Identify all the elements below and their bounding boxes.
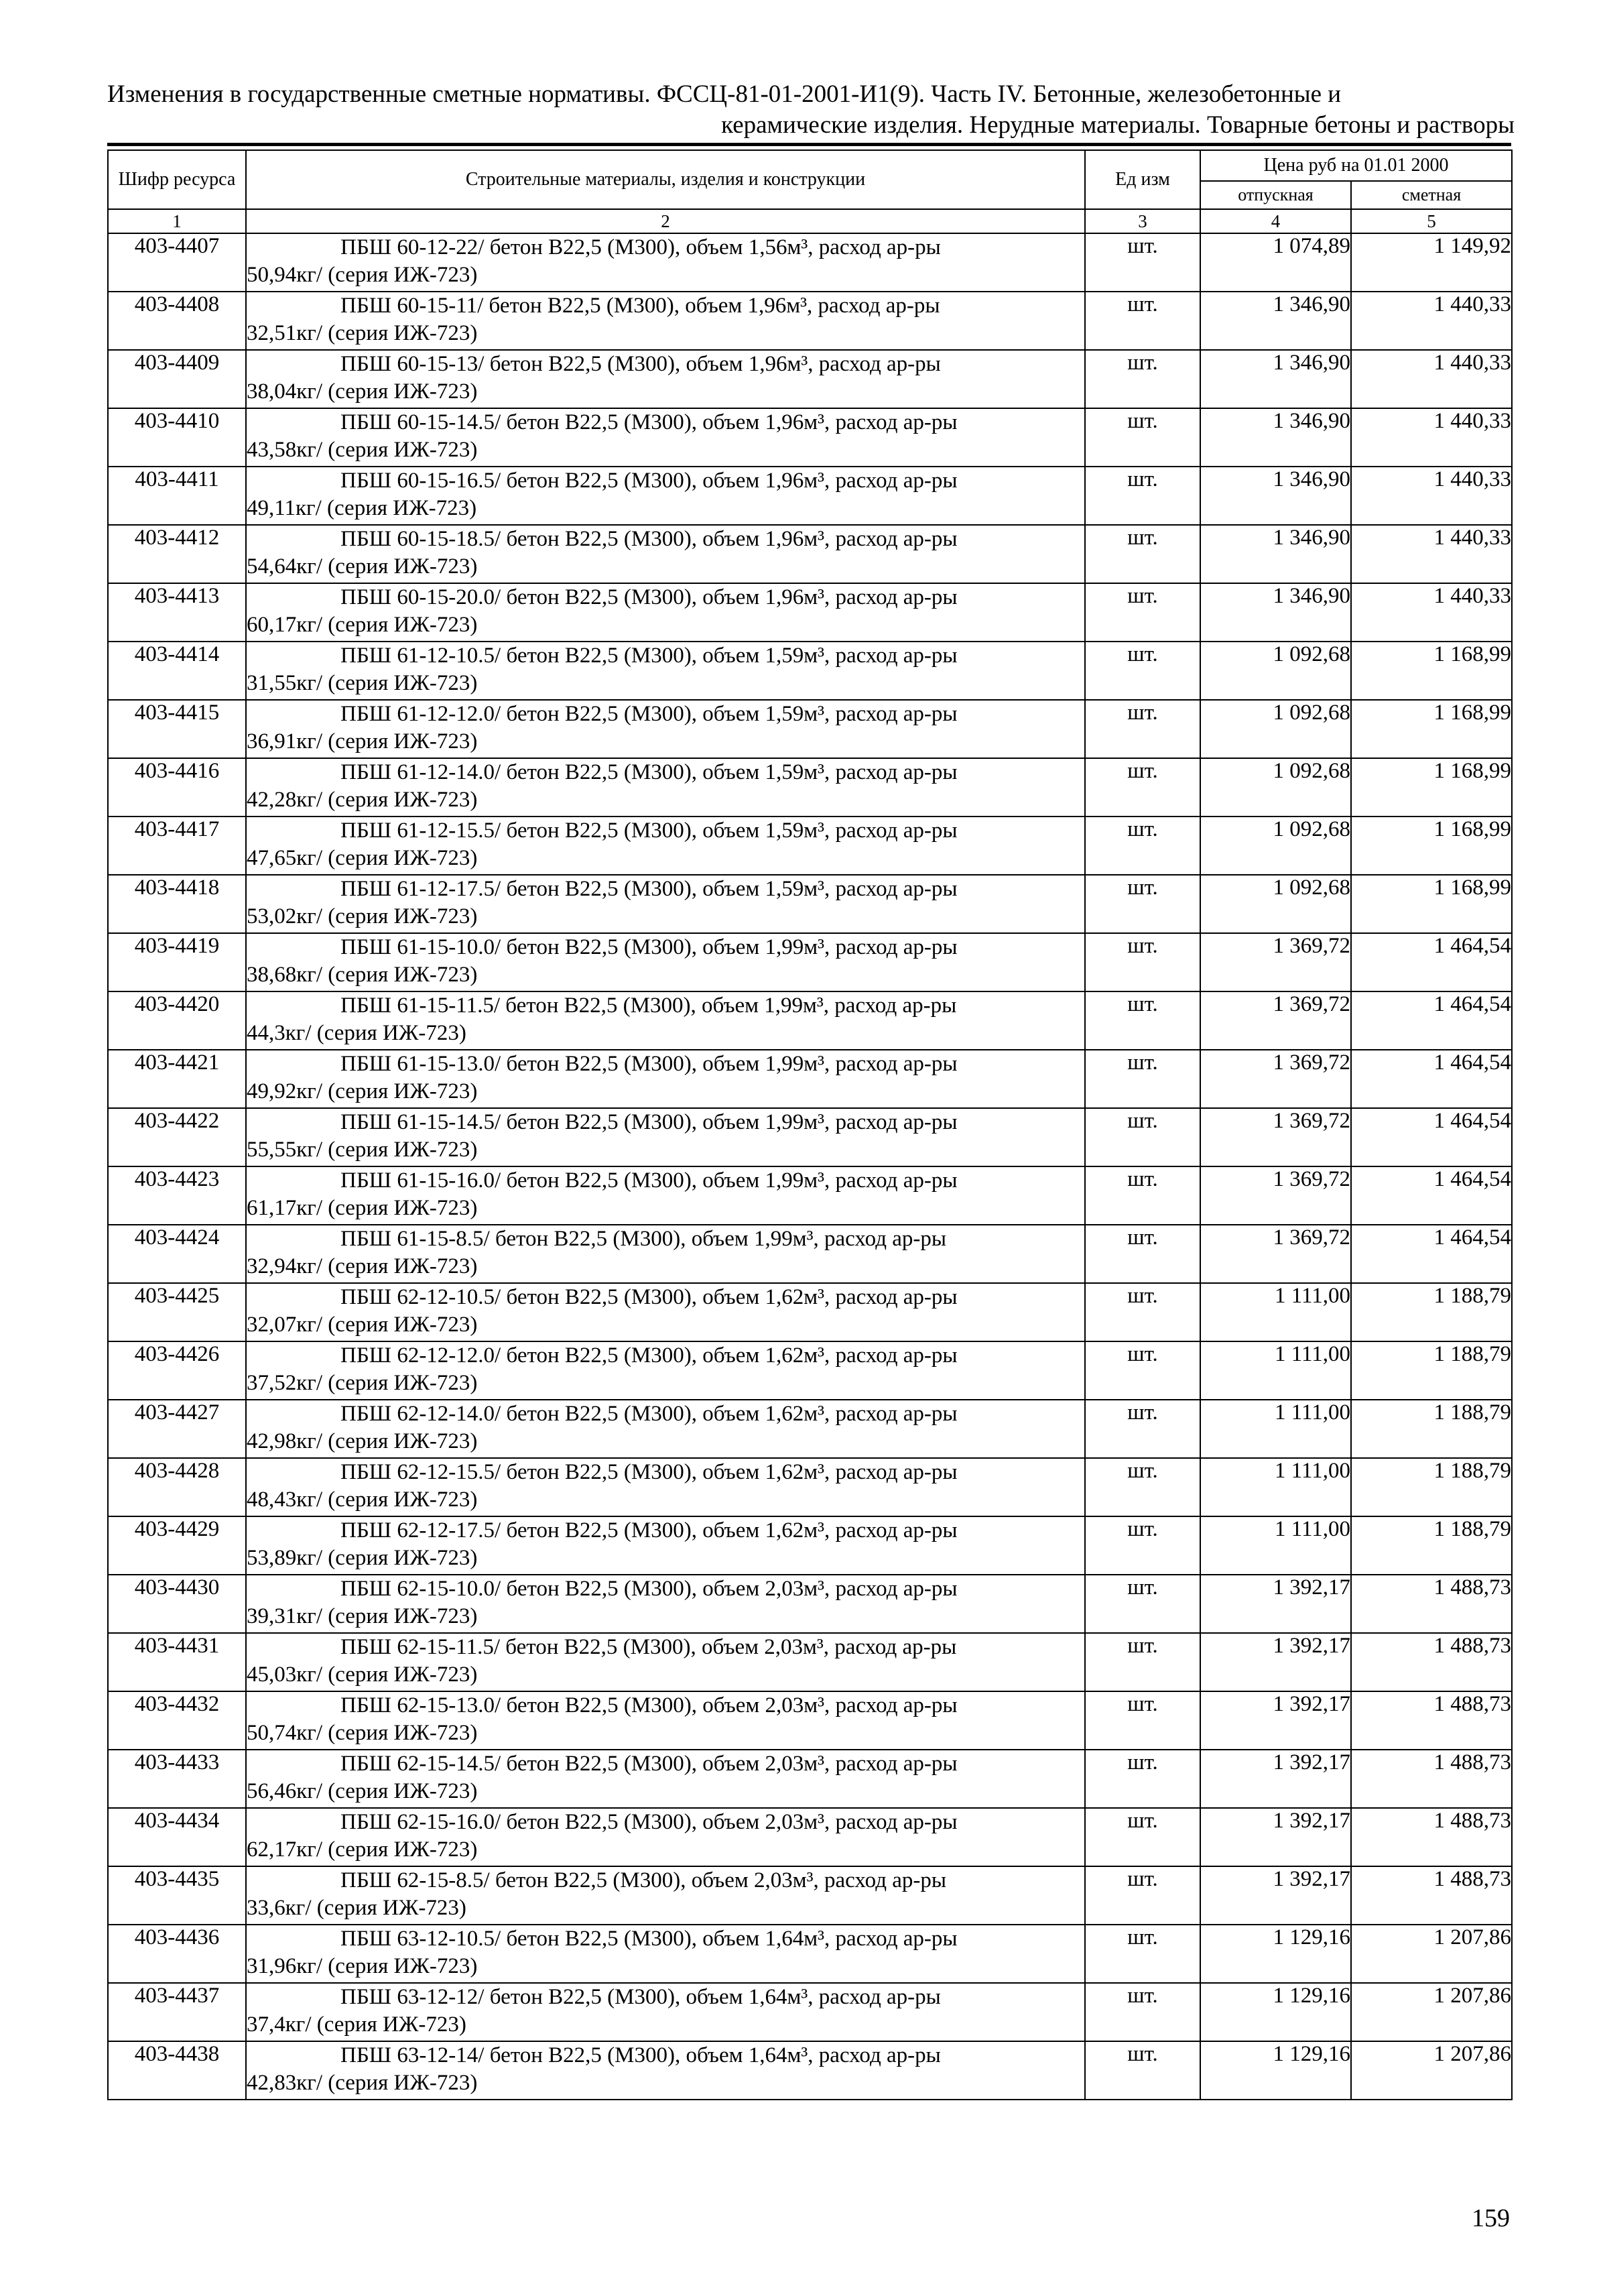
unit-of-measure: шт.	[1085, 1050, 1200, 1108]
estimate-price: 1 440,33	[1351, 467, 1512, 525]
resource-code: 403-4437	[108, 1983, 246, 2041]
release-price: 1 129,16	[1200, 2041, 1351, 2100]
description-line-2: 50,94кг/ (серия ИЖ-723)	[247, 263, 478, 287]
estimate-price: 1 168,99	[1351, 758, 1512, 817]
materials-price-table	[107, 149, 1513, 2100]
release-price: 1 392,17	[1200, 1808, 1351, 1866]
resource-code: 403-4408	[108, 292, 246, 350]
table-row	[108, 1750, 1512, 1808]
description-line-1: ПБШ 62-12-14.0/ бетон В22,5 (М300), объем 1,62м³, расход ар-ры	[340, 1402, 958, 1426]
estimate-price: 1 168,99	[1351, 700, 1512, 758]
description-line-2: 42,28кг/ (серия ИЖ-723)	[247, 788, 478, 812]
material-description	[246, 875, 1085, 933]
estimate-price: 1 464,54	[1351, 933, 1512, 991]
description-line-1: ПБШ 61-15-16.0/ бетон В22,5 (М300), объем 1,99м³, расход ар-ры	[340, 1168, 958, 1193]
table-row	[108, 700, 1512, 758]
table-row	[108, 1108, 1512, 1166]
unit-of-measure: шт.	[1085, 1516, 1200, 1575]
description-line-1: ПБШ 60-15-11/ бетон В22,5 (М300), объем 1,96м³, расход ар-ры	[340, 294, 940, 318]
estimate-price: 1 168,99	[1351, 817, 1512, 875]
table-row	[108, 1925, 1512, 1983]
table-header	[108, 150, 1512, 233]
resource-code: 403-4417	[108, 817, 246, 875]
release-price: 1 092,68	[1200, 817, 1351, 875]
resource-code: 403-4413	[108, 583, 246, 642]
resource-code: 403-4438	[108, 2041, 246, 2100]
release-price: 1 346,90	[1200, 350, 1351, 408]
resource-code: 403-4427	[108, 1400, 246, 1458]
material-description	[246, 1050, 1085, 1108]
estimate-price: 1 488,73	[1351, 1633, 1512, 1691]
table-row	[108, 1691, 1512, 1750]
resource-code: 403-4418	[108, 875, 246, 933]
unit-of-measure: шт.	[1085, 1400, 1200, 1458]
resource-code: 403-4420	[108, 991, 246, 1050]
release-price: 1 074,89	[1200, 233, 1351, 292]
resource-code: 403-4426	[108, 1341, 246, 1400]
material-description	[246, 1400, 1085, 1458]
table-row	[108, 583, 1512, 642]
release-price: 1 111,00	[1200, 1458, 1351, 1516]
estimate-price: 1 149,92	[1351, 233, 1512, 292]
table-row	[108, 2041, 1512, 2100]
release-price: 1 369,72	[1200, 1166, 1351, 1225]
table-row	[108, 758, 1512, 817]
description-line-2: 42,98кг/ (серия ИЖ-723)	[247, 1429, 478, 1453]
estimate-price: 1 188,79	[1351, 1341, 1512, 1400]
release-price: 1 129,16	[1200, 1925, 1351, 1983]
description-line-2: 43,58кг/ (серия ИЖ-723)	[247, 438, 478, 462]
table-row	[108, 875, 1512, 933]
column-header-estimate-price: сметная	[1351, 181, 1512, 209]
table-row	[108, 1400, 1512, 1458]
description-line-1: ПБШ 60-15-18.5/ бетон В22,5 (М300), объем 1,96м³, расход ар-ры	[340, 527, 958, 551]
description-line-1: ПБШ 60-15-20.0/ бетон В22,5 (М300), объем 1,96м³, расход ар-ры	[340, 585, 958, 609]
table-row	[108, 467, 1512, 525]
description-line-1: ПБШ 62-12-10.5/ бетон В22,5 (М300), объем 1,62м³, расход ар-ры	[340, 1285, 958, 1309]
release-price: 1 111,00	[1200, 1400, 1351, 1458]
unit-of-measure: шт.	[1085, 1341, 1200, 1400]
resource-code: 403-4422	[108, 1108, 246, 1166]
estimate-price: 1 188,79	[1351, 1400, 1512, 1458]
estimate-price: 1 440,33	[1351, 525, 1512, 583]
unit-of-measure: шт.	[1085, 1633, 1200, 1691]
header-title-line-2: керамические изделия. Нерудные материалы. Товарные бетоны и растворы	[721, 111, 1515, 139]
table-row	[108, 1458, 1512, 1516]
release-price: 1 346,90	[1200, 583, 1351, 642]
description-line-1: ПБШ 62-15-8.5/ бетон В22,5 (М300), объем 2,03м³, расход ар-ры	[340, 1868, 947, 1892]
description-line-2: 62,17кг/ (серия ИЖ-723)	[247, 1837, 478, 1862]
description-line-1: ПБШ 62-12-15.5/ бетон В22,5 (М300), объем 1,62м³, расход ар-ры	[340, 1460, 958, 1484]
material-description	[246, 583, 1085, 642]
description-line-2: 53,89кг/ (серия ИЖ-723)	[247, 1546, 478, 1570]
column-number: 3	[1085, 209, 1200, 233]
unit-of-measure: шт.	[1085, 1866, 1200, 1925]
column-number: 2	[246, 209, 1085, 233]
release-price: 1 346,90	[1200, 467, 1351, 525]
table-row	[108, 525, 1512, 583]
unit-of-measure: шт.	[1085, 467, 1200, 525]
description-line-1: ПБШ 62-15-10.0/ бетон В22,5 (М300), объем 2,03м³, расход ар-ры	[340, 1577, 958, 1601]
unit-of-measure: шт.	[1085, 525, 1200, 583]
material-description	[246, 642, 1085, 700]
material-description	[246, 1866, 1085, 1925]
description-line-1: ПБШ 60-15-16.5/ бетон В22,5 (М300), объем 1,96м³, расход ар-ры	[340, 469, 958, 493]
description-line-2: 39,31кг/ (серия ИЖ-723)	[247, 1604, 478, 1628]
resource-code: 403-4415	[108, 700, 246, 758]
description-line-2: 32,07кг/ (серия ИЖ-723)	[247, 1313, 478, 1337]
estimate-price: 1 188,79	[1351, 1516, 1512, 1575]
column-number: 4	[1200, 209, 1351, 233]
description-line-2: 54,64кг/ (серия ИЖ-723)	[247, 554, 478, 579]
material-description	[246, 817, 1085, 875]
description-line-2: 33,6кг/ (серия ИЖ-723)	[247, 1896, 466, 1920]
description-line-1: ПБШ 62-12-17.5/ бетон В22,5 (М300), объем 1,62м³, расход ар-ры	[340, 1518, 958, 1543]
description-line-2: 38,68кг/ (серия ИЖ-723)	[247, 963, 478, 987]
material-description	[246, 991, 1085, 1050]
unit-of-measure: шт.	[1085, 1283, 1200, 1341]
resource-code: 403-4433	[108, 1750, 246, 1808]
release-price: 1 392,17	[1200, 1691, 1351, 1750]
description-line-2: 49,92кг/ (серия ИЖ-723)	[247, 1079, 478, 1103]
estimate-price: 1 488,73	[1351, 1750, 1512, 1808]
resource-code: 403-4419	[108, 933, 246, 991]
estimate-price: 1 464,54	[1351, 1225, 1512, 1283]
unit-of-measure: шт.	[1085, 933, 1200, 991]
description-line-2: 31,55кг/ (серия ИЖ-723)	[247, 671, 478, 695]
description-line-1: ПБШ 63-12-12/ бетон В22,5 (М300), объем 1,64м³, расход ар-ры	[340, 1985, 941, 2009]
table-row	[108, 408, 1512, 467]
document-header	[107, 79, 1515, 141]
resource-code: 403-4425	[108, 1283, 246, 1341]
resource-code: 403-4421	[108, 1050, 246, 1108]
estimate-price: 1 207,86	[1351, 1983, 1512, 2041]
table-row	[108, 1283, 1512, 1341]
unit-of-measure: шт.	[1085, 1108, 1200, 1166]
unit-of-measure: шт.	[1085, 758, 1200, 817]
table-row	[108, 1516, 1512, 1575]
estimate-price: 1 488,73	[1351, 1691, 1512, 1750]
unit-of-measure: шт.	[1085, 991, 1200, 1050]
description-line-1: ПБШ 61-15-13.0/ бетон В22,5 (М300), объем 1,99м³, расход ар-ры	[340, 1052, 958, 1076]
column-number: 5	[1351, 209, 1512, 233]
material-description	[246, 700, 1085, 758]
release-price: 1 392,17	[1200, 1575, 1351, 1633]
unit-of-measure: шт.	[1085, 700, 1200, 758]
estimate-price: 1 488,73	[1351, 1866, 1512, 1925]
material-description	[246, 408, 1085, 467]
page-number: 159	[1472, 2204, 1510, 2232]
description-line-1: ПБШ 61-12-10.5/ бетон В22,5 (М300), объем 1,59м³, расход ар-ры	[340, 644, 958, 668]
estimate-price: 1 464,54	[1351, 1108, 1512, 1166]
material-description	[246, 1808, 1085, 1866]
table-row	[108, 1050, 1512, 1108]
description-line-2: 53,02кг/ (серия ИЖ-723)	[247, 904, 478, 928]
material-description	[246, 1166, 1085, 1225]
unit-of-measure: шт.	[1085, 1750, 1200, 1808]
description-line-2: 38,04кг/ (серия ИЖ-723)	[247, 379, 478, 404]
description-line-2: 49,11кг/ (серия ИЖ-723)	[247, 496, 477, 520]
column-header-unit: Ед изм	[1085, 150, 1200, 209]
column-header-code: Шифр ресурса	[108, 150, 246, 209]
unit-of-measure: шт.	[1085, 233, 1200, 292]
resource-code: 403-4424	[108, 1225, 246, 1283]
estimate-price: 1 488,73	[1351, 1575, 1512, 1633]
table-row	[108, 350, 1512, 408]
table-row	[108, 292, 1512, 350]
table-body	[108, 233, 1512, 2100]
table-row	[108, 1166, 1512, 1225]
material-description	[246, 1575, 1085, 1633]
description-line-1: ПБШ 61-15-11.5/ бетон В22,5 (М300), объем 1,99м³, расход ар-ры	[340, 993, 957, 1018]
material-description	[246, 1225, 1085, 1283]
release-price: 1 369,72	[1200, 933, 1351, 991]
table-row	[108, 991, 1512, 1050]
material-description	[246, 1516, 1085, 1575]
table-row	[108, 1808, 1512, 1866]
resource-code: 403-4436	[108, 1925, 246, 1983]
release-price: 1 369,72	[1200, 1050, 1351, 1108]
table-row	[108, 642, 1512, 700]
resource-code: 403-4416	[108, 758, 246, 817]
description-line-2: 42,83кг/ (серия ИЖ-723)	[247, 2071, 478, 2095]
release-price: 1 092,68	[1200, 642, 1351, 700]
unit-of-measure: шт.	[1085, 642, 1200, 700]
release-price: 1 111,00	[1200, 1341, 1351, 1400]
description-line-1: ПБШ 63-12-10.5/ бетон В22,5 (М300), объем 1,64м³, расход ар-ры	[340, 1927, 958, 1951]
description-line-1: ПБШ 61-12-14.0/ бетон В22,5 (М300), объем 1,59м³, расход ар-ры	[340, 760, 958, 784]
unit-of-measure: шт.	[1085, 1808, 1200, 1866]
resource-code: 403-4411	[108, 467, 246, 525]
table-row	[108, 817, 1512, 875]
description-line-1: ПБШ 61-15-14.5/ бетон В22,5 (М300), объем 1,99м³, расход ар-ры	[340, 1110, 958, 1134]
table-row	[108, 1633, 1512, 1691]
resource-code: 403-4407	[108, 233, 246, 292]
table-row	[108, 1341, 1512, 1400]
description-line-1: ПБШ 62-12-12.0/ бетон В22,5 (М300), объем 1,62м³, расход ар-ры	[340, 1343, 958, 1368]
description-line-1: ПБШ 61-15-8.5/ бетон В22,5 (М300), объем 1,99м³, расход ар-ры	[340, 1227, 947, 1251]
description-line-2: 60,17кг/ (серия ИЖ-723)	[247, 613, 478, 637]
unit-of-measure: шт.	[1085, 583, 1200, 642]
release-price: 1 129,16	[1200, 1983, 1351, 2041]
description-line-2: 61,17кг/ (серия ИЖ-723)	[247, 1196, 478, 1220]
description-line-2: 44,3кг/ (серия ИЖ-723)	[247, 1021, 466, 1045]
material-description	[246, 467, 1085, 525]
unit-of-measure: шт.	[1085, 1225, 1200, 1283]
table-row	[108, 933, 1512, 991]
table-row	[108, 1866, 1512, 1925]
release-price: 1 392,17	[1200, 1633, 1351, 1691]
description-line-2: 55,55кг/ (серия ИЖ-723)	[247, 1138, 478, 1162]
material-description	[246, 1108, 1085, 1166]
release-price: 1 392,17	[1200, 1866, 1351, 1925]
release-price: 1 092,68	[1200, 758, 1351, 817]
estimate-price: 1 464,54	[1351, 1050, 1512, 1108]
release-price: 1 392,17	[1200, 1750, 1351, 1808]
table-row	[108, 233, 1512, 292]
material-description	[246, 758, 1085, 817]
estimate-price: 1 207,86	[1351, 1925, 1512, 1983]
estimate-price: 1 440,33	[1351, 350, 1512, 408]
estimate-price: 1 440,33	[1351, 292, 1512, 350]
material-description	[246, 233, 1085, 292]
resource-code: 403-4435	[108, 1866, 246, 1925]
unit-of-measure: шт.	[1085, 1458, 1200, 1516]
description-line-1: ПБШ 62-15-14.5/ бетон В22,5 (М300), объем 2,03м³, расход ар-ры	[340, 1752, 958, 1776]
resource-code: 403-4414	[108, 642, 246, 700]
unit-of-measure: шт.	[1085, 350, 1200, 408]
release-price: 1 111,00	[1200, 1516, 1351, 1575]
unit-of-measure: шт.	[1085, 1166, 1200, 1225]
unit-of-measure: шт.	[1085, 1575, 1200, 1633]
estimate-price: 1 168,99	[1351, 875, 1512, 933]
description-line-1: ПБШ 60-15-13/ бетон В22,5 (М300), объем 1,96м³, расход ар-ры	[340, 352, 941, 376]
description-line-1: ПБШ 60-15-14.5/ бетон В22,5 (М300), объем 1,96м³, расход ар-ры	[340, 410, 958, 434]
table-row	[108, 1983, 1512, 2041]
material-description	[246, 1750, 1085, 1808]
estimate-price: 1 168,99	[1351, 642, 1512, 700]
material-description	[246, 1341, 1085, 1400]
column-header-release-price: отпускная	[1200, 181, 1351, 209]
description-line-2: 45,03кг/ (серия ИЖ-723)	[247, 1663, 478, 1687]
description-line-1: ПБШ 61-12-12.0/ бетон В22,5 (М300), объем 1,59м³, расход ар-ры	[340, 702, 958, 726]
estimate-price: 1 207,86	[1351, 2041, 1512, 2100]
description-line-1: ПБШ 62-15-11.5/ бетон В22,5 (М300), объем 2,03м³, расход ар-ры	[340, 1635, 957, 1659]
resource-code: 403-4410	[108, 408, 246, 467]
resource-code: 403-4409	[108, 350, 246, 408]
description-line-2: 36,91кг/ (серия ИЖ-723)	[247, 729, 478, 753]
material-description	[246, 292, 1085, 350]
description-line-1: ПБШ 60-12-22/ бетон В22,5 (М300), объем 1,56м³, расход ар-ры	[340, 235, 941, 259]
unit-of-measure: шт.	[1085, 817, 1200, 875]
unit-of-measure: шт.	[1085, 1925, 1200, 1983]
description-line-2: 32,94кг/ (серия ИЖ-723)	[247, 1254, 478, 1278]
table-row	[108, 1575, 1512, 1633]
column-header-materials: Строительные материалы, изделия и конструкции	[246, 150, 1085, 209]
description-line-2: 32,51кг/ (серия ИЖ-723)	[247, 321, 478, 345]
header-rule	[107, 143, 1511, 146]
material-description	[246, 350, 1085, 408]
unit-of-measure: шт.	[1085, 2041, 1200, 2100]
estimate-price: 1 488,73	[1351, 1808, 1512, 1866]
description-line-2: 47,65кг/ (серия ИЖ-723)	[247, 846, 478, 870]
release-price: 1 346,90	[1200, 525, 1351, 583]
unit-of-measure: шт.	[1085, 292, 1200, 350]
material-description	[246, 1691, 1085, 1750]
table-row	[108, 1225, 1512, 1283]
release-price: 1 092,68	[1200, 875, 1351, 933]
description-line-1: ПБШ 62-15-16.0/ бетон В22,5 (М300), объем 2,03м³, расход ар-ры	[340, 1810, 958, 1834]
resource-code: 403-4431	[108, 1633, 246, 1691]
description-line-1: ПБШ 61-15-10.0/ бетон В22,5 (М300), объем 1,99м³, расход ар-ры	[340, 935, 958, 959]
resource-code: 403-4423	[108, 1166, 246, 1225]
resource-code: 403-4432	[108, 1691, 246, 1750]
unit-of-measure: шт.	[1085, 1983, 1200, 2041]
estimate-price: 1 464,54	[1351, 1166, 1512, 1225]
description-line-1: ПБШ 61-12-17.5/ бетон В22,5 (М300), объем 1,59м³, расход ар-ры	[340, 877, 958, 901]
header-title-line-1: Изменения в государственные сметные нормативы. ФССЦ-81-01-2001-И1(9). Часть IV. Бетонные, железобетонные и	[107, 80, 1342, 108]
estimate-price: 1 188,79	[1351, 1458, 1512, 1516]
release-price: 1 369,72	[1200, 991, 1351, 1050]
description-line-1: ПБШ 63-12-14/ бетон В22,5 (М300), объем 1,64м³, расход ар-ры	[340, 2043, 941, 2067]
description-line-2: 56,46кг/ (серия ИЖ-723)	[247, 1779, 478, 1803]
material-description	[246, 1283, 1085, 1341]
description-line-2: 31,96кг/ (серия ИЖ-723)	[247, 1954, 478, 1978]
release-price: 1 369,72	[1200, 1225, 1351, 1283]
material-description	[246, 1633, 1085, 1691]
unit-of-measure: шт.	[1085, 1691, 1200, 1750]
material-description	[246, 2041, 1085, 2100]
estimate-price: 1 464,54	[1351, 991, 1512, 1050]
resource-code: 403-4430	[108, 1575, 246, 1633]
material-description	[246, 1925, 1085, 1983]
resource-code: 403-4428	[108, 1458, 246, 1516]
material-description	[246, 933, 1085, 991]
release-price: 1 346,90	[1200, 408, 1351, 467]
release-price: 1 111,00	[1200, 1283, 1351, 1341]
description-line-1: ПБШ 61-12-15.5/ бетон В22,5 (М300), объем 1,59м³, расход ар-ры	[340, 819, 958, 843]
resource-code: 403-4434	[108, 1808, 246, 1866]
material-description	[246, 1458, 1085, 1516]
column-number: 1	[108, 209, 246, 233]
release-price: 1 369,72	[1200, 1108, 1351, 1166]
unit-of-measure: шт.	[1085, 408, 1200, 467]
description-line-2: 37,52кг/ (серия ИЖ-723)	[247, 1371, 478, 1395]
estimate-price: 1 188,79	[1351, 1283, 1512, 1341]
unit-of-measure: шт.	[1085, 875, 1200, 933]
description-line-2: 37,4кг/ (серия ИЖ-723)	[247, 2012, 466, 2037]
estimate-price: 1 440,33	[1351, 408, 1512, 467]
material-description	[246, 1983, 1085, 2041]
release-price: 1 092,68	[1200, 700, 1351, 758]
estimate-price: 1 440,33	[1351, 583, 1512, 642]
release-price: 1 346,90	[1200, 292, 1351, 350]
description-line-2: 50,74кг/ (серия ИЖ-723)	[247, 1721, 478, 1745]
description-line-1: ПБШ 62-15-13.0/ бетон В22,5 (М300), объем 2,03м³, расход ар-ры	[340, 1693, 958, 1717]
resource-code: 403-4412	[108, 525, 246, 583]
column-header-price: Цена руб на 01.01 2000	[1200, 150, 1512, 181]
material-description	[246, 525, 1085, 583]
description-line-2: 48,43кг/ (серия ИЖ-723)	[247, 1488, 478, 1512]
resource-code: 403-4429	[108, 1516, 246, 1575]
